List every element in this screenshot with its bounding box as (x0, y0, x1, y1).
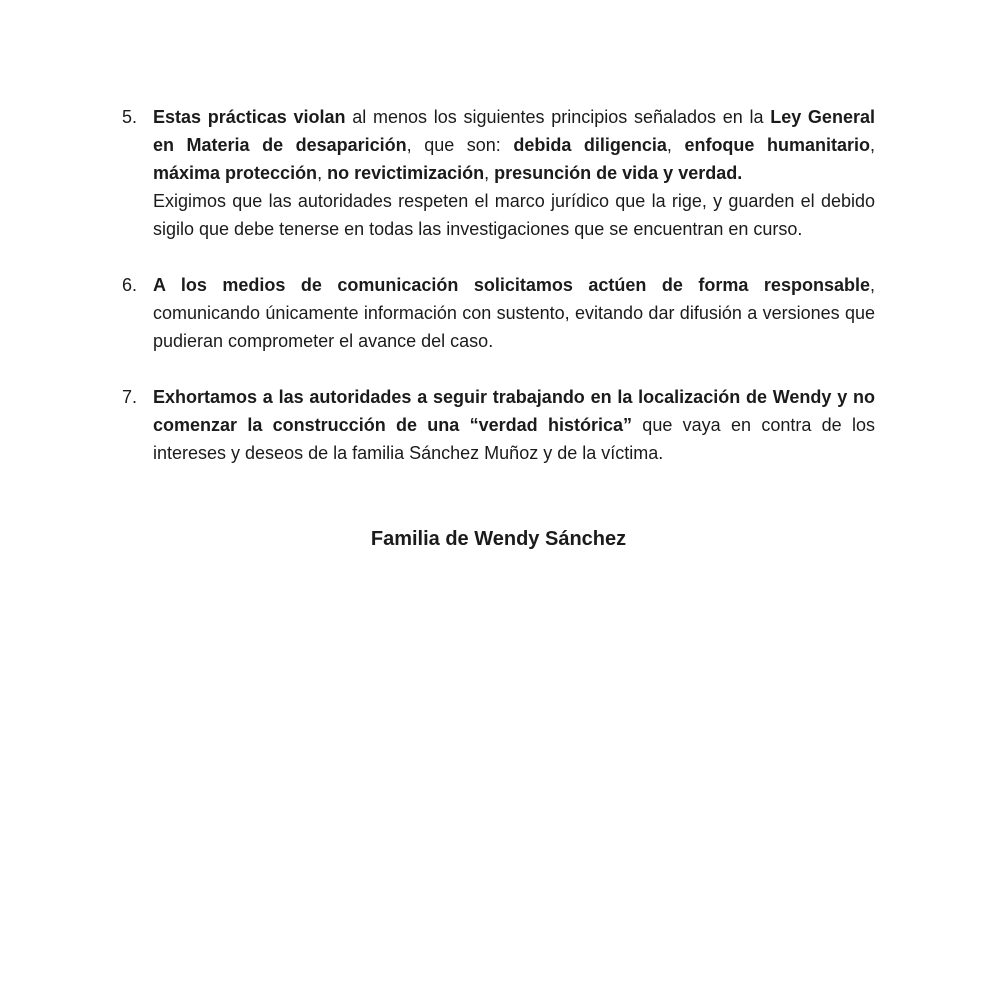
list-item-7 (122, 383, 875, 467)
text-segment: no revictimización (327, 163, 485, 183)
text-segment: , (666, 135, 685, 155)
text-segment: Exigimos que las autoridades respeten el marco jurídico que la rige, y guarden el debido sigilo que debe tenerse en todas las investigaciones que se encuentran en curso. (153, 191, 875, 239)
list-item-number: 6. (122, 275, 138, 295)
text-segment: presunción de vida y verdad. (494, 163, 743, 183)
signature: Familia de Wendy Sánchez (370, 528, 627, 550)
text-segment: , (869, 135, 875, 155)
text-segment: Estas prácticas violan (153, 107, 346, 127)
list-item-number: 5. (122, 107, 138, 127)
list-item-6 (122, 271, 875, 355)
list-item-body (153, 383, 875, 467)
text-segment: al menos los siguientes principios señalados en la (345, 107, 771, 127)
list-item-body (153, 103, 875, 243)
list-item-body (153, 271, 875, 355)
text-segment: , comunicando únicamente información con sustento, evitando dar difusión a versiones que pudieran comprometer el avance del caso. (153, 275, 875, 351)
paragraph (153, 383, 875, 467)
text-segment: enfoque humanitario (684, 135, 870, 155)
text-segment: A los medios de comunicación solicitamos actúen de forma responsable (153, 275, 870, 295)
text-segment: máxima protección (153, 163, 318, 183)
paragraph (153, 187, 875, 243)
text-segment: , (317, 163, 328, 183)
paragraph (153, 103, 875, 187)
text-segment: , (484, 163, 495, 183)
text-segment: que vaya en contra de los intereses y deseos de la familia Sánchez Muñoz y de la víctima. (153, 415, 875, 463)
statement-body (122, 103, 875, 553)
paragraph (153, 271, 875, 355)
list-item-number: 7. (122, 387, 138, 407)
text-segment: Exhortamos a las autoridades a seguir trabajando en la localización de Wendy y no comenzar la construcción de una “verdad histórica” (153, 387, 875, 435)
text-segment: , que son: (406, 135, 514, 155)
list-item-5 (122, 103, 875, 243)
text-segment: debida diligencia (513, 135, 667, 155)
text-segment: Ley General en Materia de desaparición (153, 107, 875, 155)
